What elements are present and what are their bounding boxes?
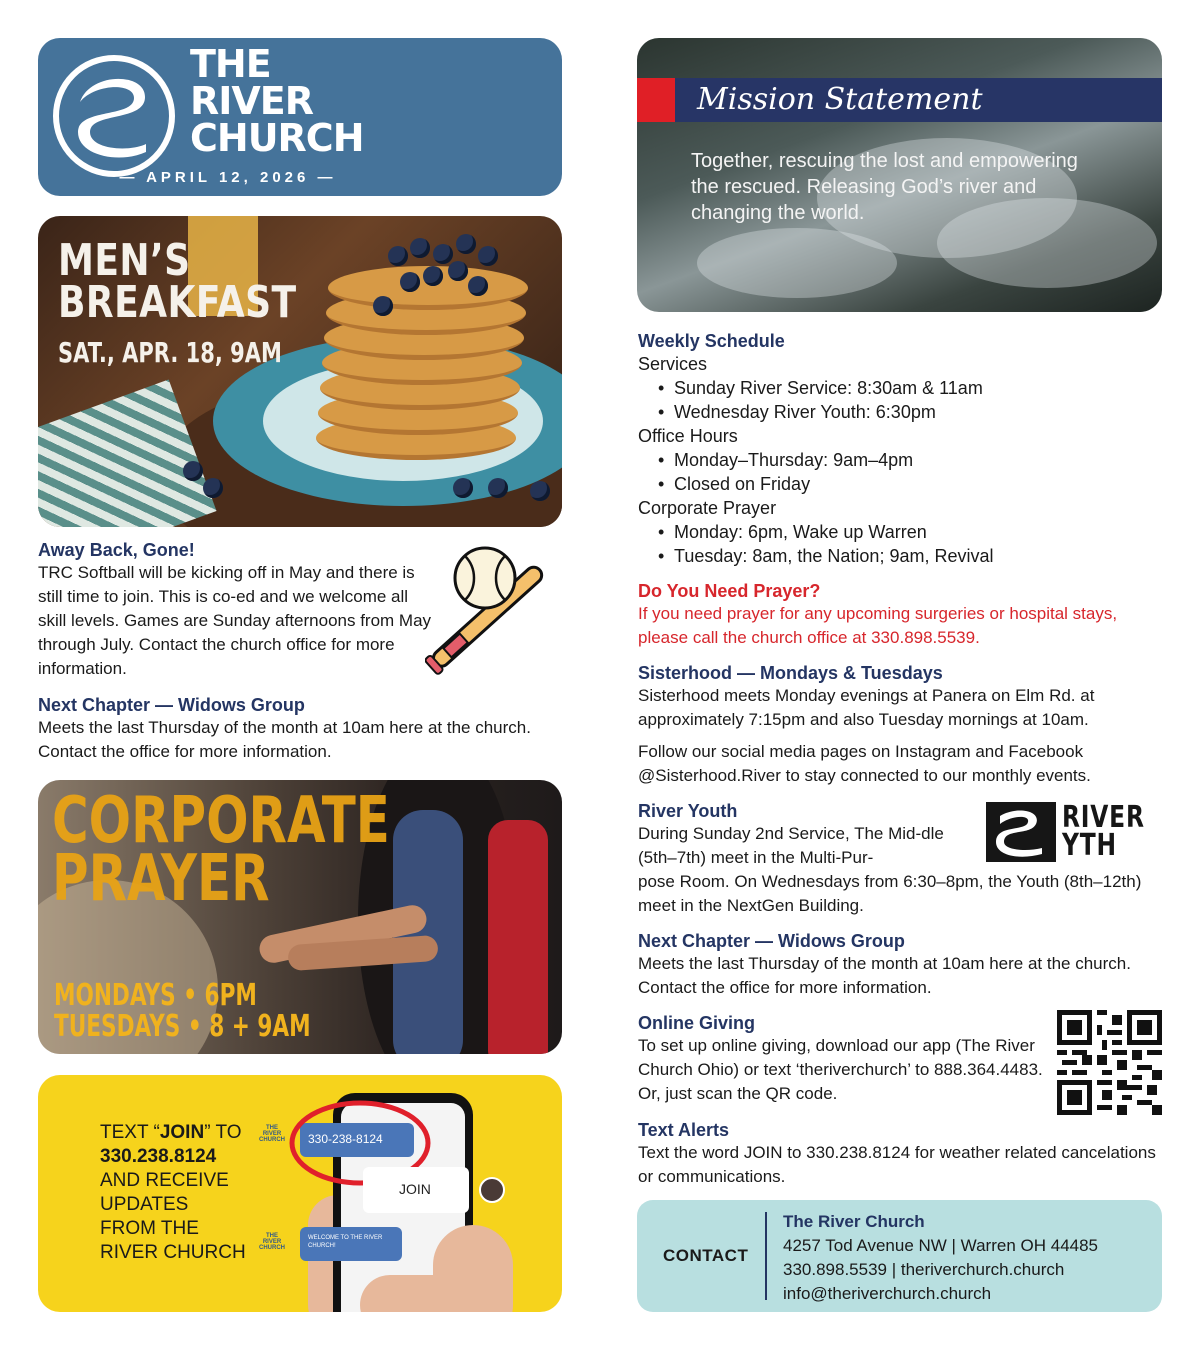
contact-label: CONTACT <box>663 1246 749 1265</box>
widows-group-section-left <box>38 694 558 764</box>
youth-heading: River Youth <box>638 801 738 821</box>
breakfast-title <box>58 235 297 328</box>
widows-body-right: Meets the last Thursday of the month at 10am here at the church. Contact the office for more information. <box>638 954 1131 997</box>
blueberry-image <box>400 272 420 292</box>
contact-org: The River Church <box>783 1212 925 1231</box>
sisterhood-body-1: Sisterhood meets Monday evenings at Panera on Elm Rd. at approximately 7:15pm and also Tuesday mornings at 10am. <box>638 686 1095 729</box>
mission-title: Mission Statement <box>697 82 983 117</box>
schedule-heading: Weekly Schedule <box>638 331 785 351</box>
list-item: • Sunday River Service: 8:30am & 11am <box>658 376 1162 400</box>
contact-phone-web[interactable]: 330.898.5539 | theriverchurch.church <box>783 1260 1065 1279</box>
widows-group-section-right <box>638 930 1162 1000</box>
text-alerts-section <box>638 1119 1162 1189</box>
prayer-title-line1: CORPORATE <box>52 784 390 858</box>
weekly-schedule-section <box>638 330 1162 568</box>
youth-logo-line2: YTH <box>1062 828 1117 863</box>
join-line1-c: ” TO <box>204 1122 242 1143</box>
need-prayer-heading: Do You Need Prayer? <box>638 581 821 601</box>
services-list <box>638 376 1162 424</box>
church-header <box>38 38 562 196</box>
join-instructions <box>100 1121 246 1265</box>
church-name-line1: THE <box>190 42 271 86</box>
mission-statement-card <box>637 38 1162 312</box>
hand-image <box>433 1225 513 1312</box>
online-giving-section <box>638 1012 1058 1106</box>
need-prayer-section <box>638 580 1162 650</box>
widows-body-left: Meets the last Thursday of the month at 10am here at the church. Contact the office for more information. <box>38 718 531 761</box>
join-line5: FROM THE <box>100 1218 199 1239</box>
office-hours-list <box>638 448 1162 496</box>
need-prayer-body: If you need prayer for any upcoming surgeries or hospital stays, please call the church office at 330.898.5539. <box>638 604 1118 647</box>
mini-church-logo: THE RIVER CHURCH <box>259 1233 285 1251</box>
text-join-card <box>38 1075 562 1312</box>
contact-card <box>637 1200 1162 1312</box>
corporate-prayer-label: Corporate Prayer <box>638 498 777 518</box>
blueberry-image <box>423 266 443 286</box>
join-line6: RIVER CHURCH <box>100 1242 246 1263</box>
alerts-heading: Text Alerts <box>638 1120 730 1140</box>
blueberry-image <box>433 244 453 264</box>
join-number-text: 330.238.8124 <box>100 1146 217 1167</box>
join-line1-a: TEXT “ <box>100 1122 160 1143</box>
blueberry-image <box>488 478 508 498</box>
corporate-prayer-list <box>638 520 1162 568</box>
church-name <box>190 42 364 160</box>
mini-church-logo: THE RIVER CHURCH <box>259 1125 285 1143</box>
list-item: • Closed on Friday <box>658 472 1162 496</box>
join-bubble: JOIN <box>363 1167 469 1213</box>
contact-email[interactable]: info@theriverchurch.church <box>783 1284 992 1303</box>
widows-heading-left: Next Chapter — Widows Group <box>38 695 305 715</box>
blueberry-image <box>183 461 203 481</box>
list-item: • Monday: 6pm, Wake up Warren <box>658 520 1162 544</box>
number-bubble: 330-238-8124 <box>300 1123 414 1157</box>
blueberry-image <box>468 276 488 296</box>
services-label: Services <box>638 354 708 374</box>
mission-banner-accent <box>637 78 675 122</box>
join-keyword: JOIN <box>159 1122 205 1143</box>
mission-text: Together, rescuing the lost and empowering the rescued. Releasing God’s river and changing the world. <box>691 150 1078 224</box>
avatar <box>479 1177 505 1203</box>
sisterhood-heading: Sisterhood — Mondays & Tuesdays <box>638 663 943 683</box>
softball-body: TRC Softball will be kicking off in May and there is still time to join. This is co-ed and we welcome all skill levels. Games are Sunday afternoons from May through July. Contact the church office for more information. <box>38 563 432 678</box>
youth-body-part1: During Sunday 2nd Service, The Mid-dle (5th–7th) meet in the Multi-Pur- <box>638 824 944 867</box>
breakfast-date: SAT., APR. 18, 9AM <box>58 336 282 369</box>
river-youth-logo-icon <box>986 802 1056 862</box>
softball-section <box>38 539 433 681</box>
red-shirt-image <box>488 820 548 1054</box>
giving-body: To set up online giving, download our app (The River Church Ohio) or text ‘theriverchurch’ to 888.364.4483. Or, just scan the QR code. <box>638 1036 1043 1103</box>
welcome-bubble: WELCOME TO THE RIVER CHURCH! <box>300 1227 402 1261</box>
river-youth-logo-text <box>1062 800 1145 863</box>
river-youth-section <box>638 800 1162 918</box>
prayer-title <box>52 784 390 916</box>
church-name-line2: RIVER <box>190 79 314 123</box>
blueberry-image <box>373 296 393 316</box>
blueberry-image <box>448 261 468 281</box>
widows-heading-right: Next Chapter — Widows Group <box>638 931 905 951</box>
list-item: • Tuesday: 8am, the Nation; 9am, Revival <box>658 544 1162 568</box>
blueberry-image <box>453 478 473 498</box>
napkin-image <box>38 379 217 527</box>
prayer-title-line2: PRAYER <box>52 842 270 916</box>
office-hours-label: Office Hours <box>638 426 738 446</box>
blueberry-image <box>203 478 223 498</box>
qr-code-icon[interactable] <box>1057 1010 1162 1115</box>
blueberry-image <box>410 238 430 258</box>
breakfast-title-line2: BREAKFAST <box>58 277 297 328</box>
prayer-times <box>54 980 311 1042</box>
river-logo-icon <box>50 52 178 180</box>
contact-address: 4257 Tod Avenue NW | Warren OH 44485 <box>783 1236 1099 1255</box>
bulletin-date: — APRIL 12, 2026 — <box>119 169 337 186</box>
softball-bat-icon <box>425 540 565 675</box>
mens-breakfast-card <box>38 216 562 527</box>
contact-info <box>783 1210 1098 1306</box>
sisterhood-body-2: Follow our social media pages on Instagram and Facebook @Sisterhood.River to stay connected to our monthly events. <box>638 742 1091 785</box>
list-item: • Wednesday River Youth: 6:30pm <box>658 400 1162 424</box>
join-line1 <box>100 1121 246 1145</box>
youth-body-part2: pose Room. On Wednesdays from 6:30–8pm, the Youth (8th–12th) meet in the NextGen Building. <box>638 872 1142 915</box>
contact-divider <box>765 1212 767 1300</box>
softball-heading: Away Back, Gone! <box>38 540 195 560</box>
blueberry-image <box>456 234 476 254</box>
join-line4: UPDATES <box>100 1194 189 1215</box>
alerts-body: Text the word JOIN to 330.238.8124 for weather related cancelations or communications. <box>638 1143 1156 1186</box>
youth-logo-line1: RIVER <box>1062 800 1145 835</box>
blueberry-image <box>530 481 550 501</box>
prayer-times-line2: TUESDAYS • 8 + 9AM <box>54 1009 311 1044</box>
prayer-times-line1: MONDAYS • 6PM <box>54 978 257 1013</box>
giving-heading: Online Giving <box>638 1013 756 1033</box>
waterfall-image <box>697 228 897 298</box>
breakfast-title-line1: MEN’S <box>58 235 191 286</box>
church-name-line3: CHURCH <box>190 116 364 160</box>
corporate-prayer-card <box>38 780 562 1054</box>
join-line3: AND RECEIVE <box>100 1170 229 1191</box>
sisterhood-section <box>638 662 1162 788</box>
blueberry-image <box>478 246 498 266</box>
list-item: • Monday–Thursday: 9am–4pm <box>658 448 1162 472</box>
join-number <box>100 1145 246 1169</box>
blueberry-image <box>388 246 408 266</box>
